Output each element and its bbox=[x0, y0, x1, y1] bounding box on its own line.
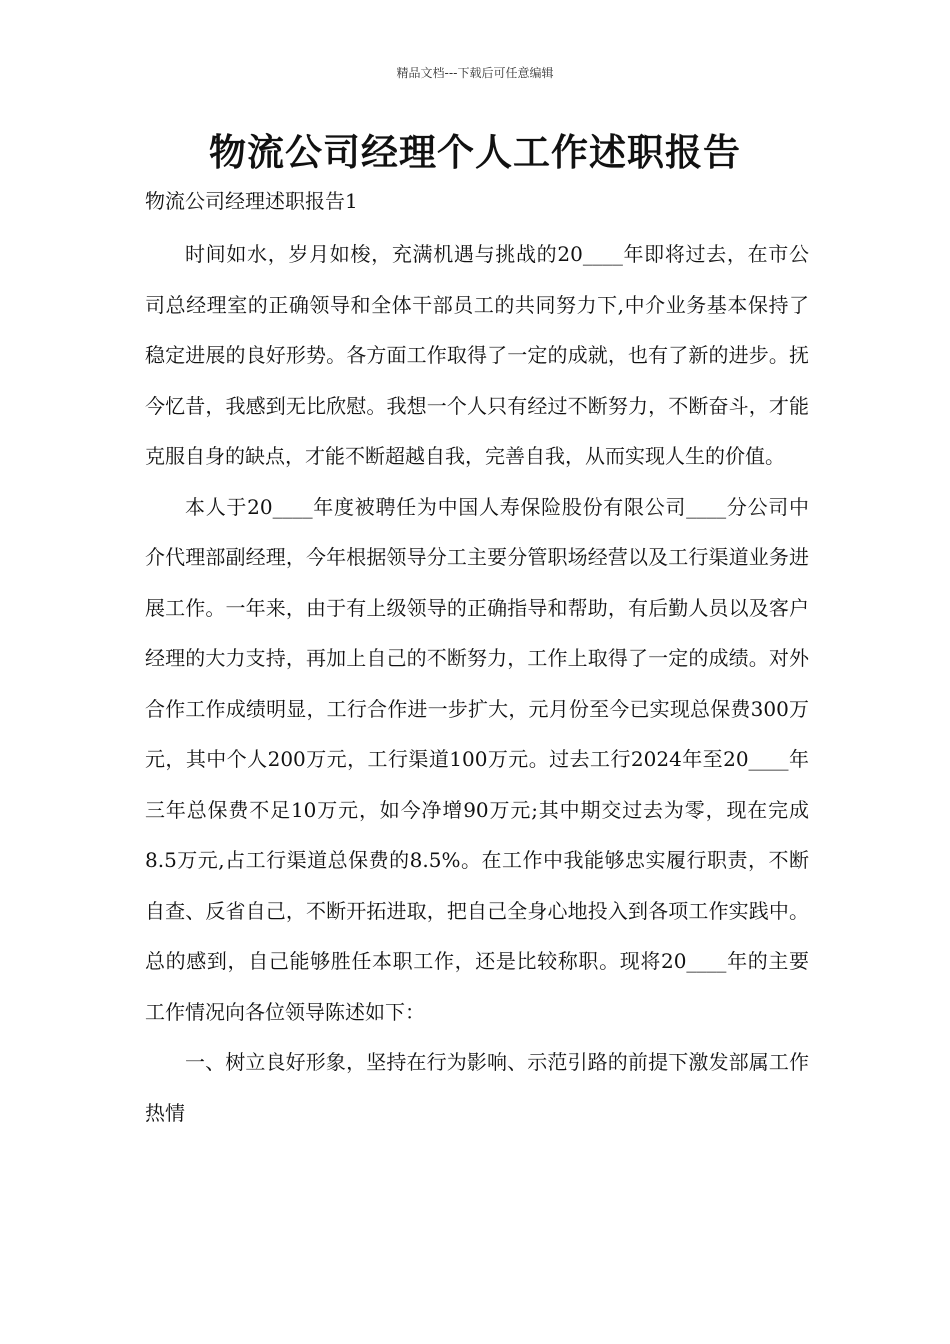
page-header-note: 精品文档---下载后可任意编辑 bbox=[396, 66, 554, 80]
paragraph-intro: 时间如水，岁月如梭，充满机遇与挑战的20____年即将过去，在市公司总经理室的正确领导和全体干部员工的共同努力下,中介业务基本保持了稳定进展的良好形势。各方面工作取得了一定的成就，也有了新的进步。抚今忆昔，我感到无比欣慰。我想一个人只有经过不断努力，不断奋斗，才能克服自身的缺点，才能不断超越自我，完善自我，从而实现人生的价值。 bbox=[145, 242, 809, 468]
document-subtitle: 物流公司经理述职报告1 bbox=[145, 189, 358, 213]
document-title: 物流公司经理个人工作述职报告 bbox=[209, 130, 741, 174]
paragraph-section-one-heading: 一、树立良好形象，坚持在行为影响、示范引路的前提下激发部属工作热情 bbox=[145, 1050, 809, 1125]
paragraph-work-summary: 本人于20____年度被聘任为中国人寿保险股份有限公司____分公司中介代理部副经理，今年根据领导分工主要分管职场经营以及工行渠道业务进展工作。一年来，由于有上级领导的正确指导和帮助，有后勤人员以及客户经理的大力支持，再加上自己的不断努力，工作上取得了一定的成绩。对外合作工作成绩明显，工行合作进一步扩大，元月份至今已实现总保费300万元，其中个人200万元，工行渠道100万元。过去工行2024年至20____年三年总保费不足10万元，如今净增90万元;其中期交过去为零，现在完成8.5万元,占工行渠道总保费的8.5%。在工作中我能够忠实履行职责，不断自查、反省自己，不断开拓进取，把自己全身心地投入到各项工作实践中。总的感到，自己能够胜任本职工作，还是比较称职。现将20____年的主要工作情况向各位领导陈述如下： bbox=[145, 494, 809, 1024]
document-body bbox=[145, 229, 809, 1138]
